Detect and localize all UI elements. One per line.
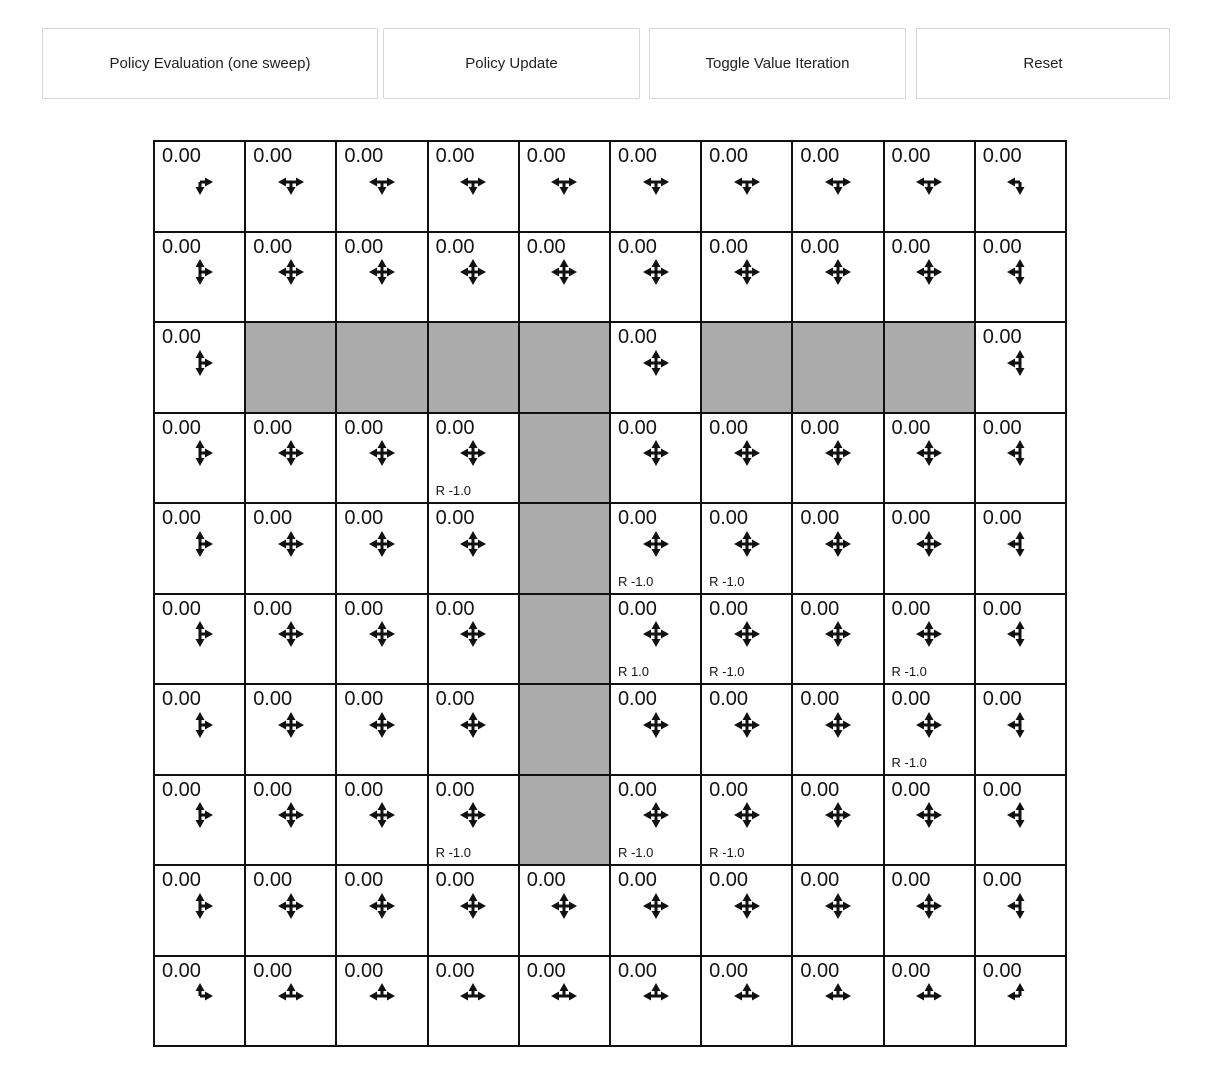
cell-reward: R -1.0 (709, 845, 745, 860)
grid-cell[interactable] (793, 414, 884, 505)
cell-value: 0.00 (617, 959, 657, 982)
policy-arrows-icon (273, 166, 309, 198)
policy-arrows-icon (729, 166, 765, 198)
grid-cell[interactable] (885, 776, 976, 867)
grid-cell[interactable] (976, 233, 1067, 324)
cell-reward: R -1.0 (709, 664, 745, 679)
grid-cell[interactable] (976, 866, 1067, 957)
grid-cell[interactable] (337, 776, 428, 867)
cell-value: 0.00 (344, 145, 384, 167)
cell-value: 0.00 (162, 145, 201, 167)
cell-value: 0.00 (617, 416, 657, 439)
policy-arrows-icon (729, 618, 765, 650)
policy-arrows-icon (182, 799, 218, 831)
cell-value: 0.00 (253, 145, 293, 167)
policy-arrows-icon (273, 890, 309, 922)
grid-cell[interactable] (885, 504, 976, 595)
policy-arrows-icon (273, 709, 309, 741)
grid-cell[interactable] (155, 776, 246, 867)
grid-cell[interactable] (611, 504, 702, 595)
policy-arrows-icon (911, 166, 947, 198)
policy-arrows-icon (729, 709, 765, 741)
cell-value: 0.00 (435, 416, 475, 439)
grid-cell[interactable] (155, 685, 246, 776)
policy-arrows-icon (273, 799, 309, 831)
grid-cell[interactable] (611, 233, 702, 324)
wall-cell (702, 323, 793, 414)
policy-arrows-icon (455, 799, 491, 831)
grid-cell[interactable] (702, 776, 793, 867)
policy-arrows-icon (820, 166, 856, 198)
grid-cell[interactable] (246, 957, 337, 1048)
wall-cell (429, 323, 520, 414)
grid-cell[interactable] (611, 414, 702, 505)
policy-arrows-icon (820, 890, 856, 922)
grid-cell[interactable] (885, 595, 976, 686)
cell-value: 0.00 (617, 597, 657, 620)
cell-value: 0.00 (435, 959, 475, 982)
grid-cell[interactable] (702, 233, 793, 324)
cell-value: 0.00 (617, 145, 657, 167)
grid-cell[interactable] (976, 685, 1067, 776)
policy-arrows-icon (364, 437, 400, 469)
policy-arrows-icon (1002, 528, 1038, 560)
cell-value: 0.00 (617, 235, 657, 258)
grid-cell[interactable] (429, 776, 520, 867)
cell-value: 0.00 (891, 416, 931, 439)
grid-cell[interactable] (793, 233, 884, 324)
policy-arrows-icon (182, 980, 218, 1012)
policy-arrows-icon (1002, 709, 1038, 741)
policy-arrows-icon (729, 528, 765, 560)
grid-cell[interactable] (246, 866, 337, 957)
policy-arrows-icon (911, 980, 947, 1012)
cell-value: 0.00 (617, 326, 657, 348)
cell-value: 0.00 (709, 507, 749, 529)
cell-value: 0.00 (526, 959, 566, 982)
cell-value: 0.00 (982, 235, 1022, 258)
grid-cell[interactable] (337, 504, 428, 595)
cell-value: 0.00 (617, 869, 657, 891)
grid-cell[interactable] (611, 957, 702, 1048)
policy-arrows-icon (911, 618, 947, 650)
cell-value: 0.00 (709, 778, 749, 801)
cell-value: 0.00 (800, 869, 840, 891)
grid-cell[interactable] (702, 866, 793, 957)
cell-value: 0.00 (617, 688, 657, 710)
policy-arrows-icon (455, 528, 491, 560)
cell-reward: R -1.0 (891, 754, 927, 770)
grid-cell[interactable] (976, 504, 1067, 595)
policy-arrows-icon (638, 709, 674, 741)
grid-cell[interactable] (155, 595, 246, 686)
policy-arrows-icon (455, 709, 491, 741)
reset-button[interactable]: Reset (916, 28, 1170, 99)
grid-cell[interactable] (429, 504, 520, 595)
policy-arrows-icon (1002, 256, 1038, 288)
grid-cell[interactable] (976, 776, 1067, 867)
grid-cell[interactable] (885, 866, 976, 957)
cell-value: 0.00 (162, 597, 201, 620)
grid-cell[interactable] (976, 323, 1067, 414)
cell-value: 0.00 (162, 235, 201, 258)
grid-cell[interactable] (520, 233, 611, 324)
policy-arrows-icon (1002, 166, 1038, 198)
policy-arrows-icon (182, 347, 218, 379)
grid-cell[interactable] (793, 595, 884, 686)
grid-cell[interactable] (246, 504, 337, 595)
policy-arrows-icon (911, 799, 947, 831)
grid-cell[interactable] (246, 685, 337, 776)
cell-value: 0.00 (526, 235, 566, 258)
cell-value: 0.00 (800, 416, 840, 439)
grid-cell[interactable] (702, 957, 793, 1048)
cell-value: 0.00 (709, 597, 749, 620)
grid-cell[interactable] (611, 685, 702, 776)
cell-value: 0.00 (162, 507, 201, 529)
grid-cell[interactable] (337, 957, 428, 1048)
grid-cell[interactable] (429, 685, 520, 776)
toggle-value-iteration-button[interactable]: Toggle Value Iteration (649, 28, 906, 99)
cell-value: 0.00 (709, 235, 749, 258)
policy-arrows-icon (638, 166, 674, 198)
cell-value: 0.00 (982, 688, 1022, 710)
policy-arrows-icon (182, 437, 218, 469)
cell-value: 0.00 (800, 688, 840, 710)
cell-value: 0.00 (344, 507, 384, 529)
policy-arrows-icon (546, 256, 582, 288)
grid-cell[interactable] (155, 414, 246, 505)
cell-value: 0.00 (982, 778, 1022, 801)
wall-cell (520, 414, 611, 505)
wall-cell (885, 323, 976, 414)
cell-value: 0.00 (982, 959, 1022, 982)
cell-value: 0.00 (800, 235, 840, 258)
wall-cell (520, 323, 611, 414)
cell-reward: R -1.0 (891, 664, 927, 679)
policy-arrows-icon (273, 618, 309, 650)
policy-arrows-icon (546, 890, 582, 922)
policy-arrows-icon (638, 799, 674, 831)
cell-value: 0.00 (891, 778, 931, 801)
cell-value: 0.00 (891, 235, 931, 258)
cell-value: 0.00 (435, 145, 475, 167)
policy-arrows-icon (638, 890, 674, 922)
policy-arrows-icon (182, 709, 218, 741)
cell-value: 0.00 (982, 869, 1022, 891)
grid-cell[interactable] (702, 685, 793, 776)
grid-cell[interactable] (793, 776, 884, 867)
policy-arrows-icon (729, 256, 765, 288)
grid-cell[interactable] (429, 142, 520, 233)
grid-cell[interactable] (429, 414, 520, 505)
cell-value: 0.00 (982, 416, 1022, 439)
grid-cell[interactable] (885, 233, 976, 324)
cell-value: 0.00 (891, 597, 931, 620)
cell-value: 0.00 (344, 688, 384, 710)
cell-value: 0.00 (800, 507, 840, 529)
cell-value: 0.00 (435, 778, 475, 801)
cell-value: 0.00 (800, 778, 840, 801)
cell-value: 0.00 (253, 235, 293, 258)
grid-cell[interactable] (520, 142, 611, 233)
cell-value: 0.00 (709, 869, 749, 891)
cell-value: 0.00 (891, 869, 931, 891)
policy-arrows-icon (638, 980, 674, 1012)
policy-arrows-icon (455, 166, 491, 198)
policy-arrows-icon (364, 618, 400, 650)
grid-cell[interactable] (976, 414, 1067, 505)
cell-value: 0.00 (709, 688, 749, 710)
gridworld (153, 140, 1067, 1047)
cell-value: 0.00 (344, 235, 384, 258)
policy-arrows-icon (546, 980, 582, 1012)
policy-arrows-icon (911, 709, 947, 741)
cell-value: 0.00 (344, 778, 384, 801)
cell-value: 0.00 (982, 597, 1022, 620)
policy-arrows-icon (820, 256, 856, 288)
cell-value: 0.00 (617, 778, 657, 801)
policy-arrows-icon (273, 980, 309, 1012)
cell-value: 0.00 (526, 869, 566, 891)
policy-update-button[interactable]: Policy Update (383, 28, 640, 99)
policy-arrows-icon (820, 799, 856, 831)
policy-arrows-icon (911, 256, 947, 288)
policy-arrows-icon (455, 618, 491, 650)
policy-arrows-icon (820, 980, 856, 1012)
cell-value: 0.00 (709, 959, 749, 982)
cell-reward: R -1.0 (709, 573, 745, 589)
grid-cell[interactable] (155, 957, 246, 1048)
policy-arrows-icon (1002, 799, 1038, 831)
policy-arrows-icon (1002, 437, 1038, 469)
cell-value: 0.00 (435, 597, 475, 620)
cell-value: 0.00 (253, 869, 293, 891)
cell-value: 0.00 (526, 145, 566, 167)
policy-arrows-icon (729, 980, 765, 1012)
policy-arrows-icon (729, 437, 765, 469)
grid-cell[interactable] (885, 685, 976, 776)
policy-arrows-icon (638, 347, 674, 379)
policy-arrows-icon (182, 528, 218, 560)
grid-cell[interactable] (976, 957, 1067, 1048)
cell-value: 0.00 (253, 959, 293, 982)
policy-arrows-icon (182, 618, 218, 650)
grid-cell[interactable] (246, 142, 337, 233)
grid-cell[interactable] (885, 142, 976, 233)
grid-cell[interactable] (246, 595, 337, 686)
grid-cell[interactable] (885, 957, 976, 1048)
cell-value: 0.00 (162, 688, 201, 710)
wall-cell (520, 595, 611, 686)
grid-cell[interactable] (429, 866, 520, 957)
cell-reward: R -1.0 (617, 573, 654, 589)
cell-value: 0.00 (800, 597, 840, 620)
grid-cell[interactable] (337, 142, 428, 233)
policy-arrows-icon (638, 437, 674, 469)
policy-arrows-icon (729, 890, 765, 922)
policy-arrows-icon (1002, 980, 1038, 1012)
cell-value: 0.00 (344, 959, 384, 982)
cell-value: 0.00 (891, 145, 931, 167)
policy-arrows-icon (182, 256, 218, 288)
policy-arrows-icon (455, 980, 491, 1012)
grid-cell[interactable] (793, 866, 884, 957)
grid-cell[interactable] (611, 776, 702, 867)
policy-arrows-icon (273, 256, 309, 288)
policy-arrows-icon (364, 980, 400, 1012)
policy-arrows-icon (729, 799, 765, 831)
grid-cell[interactable] (702, 595, 793, 686)
grid-cell[interactable] (976, 142, 1067, 233)
policy-arrows-icon (820, 528, 856, 560)
wall-cell (337, 323, 428, 414)
wall-cell (793, 323, 884, 414)
policy-arrows-icon (820, 437, 856, 469)
cell-value: 0.00 (709, 416, 749, 439)
grid-cell[interactable] (702, 142, 793, 233)
cell-value: 0.00 (891, 959, 931, 982)
cell-value: 0.00 (253, 507, 293, 529)
wall-cell (246, 323, 337, 414)
cell-value: 0.00 (982, 507, 1022, 529)
cell-value: 0.00 (253, 416, 293, 439)
grid-cell[interactable] (702, 414, 793, 505)
policy-arrows-icon (1002, 347, 1038, 379)
grid-cell[interactable] (429, 595, 520, 686)
policy-arrows-icon (638, 618, 674, 650)
cell-value: 0.00 (982, 145, 1022, 167)
cell-value: 0.00 (800, 145, 840, 167)
cell-value: 0.00 (344, 597, 384, 620)
grid-cell[interactable] (155, 504, 246, 595)
wall-cell (520, 685, 611, 776)
grid-cell[interactable] (337, 233, 428, 324)
policy-arrows-icon (1002, 618, 1038, 650)
cell-value: 0.00 (344, 416, 384, 439)
wall-cell (520, 776, 611, 867)
cell-value: 0.00 (435, 688, 475, 710)
grid-cell[interactable] (611, 142, 702, 233)
grid-cell[interactable] (885, 414, 976, 505)
cell-value: 0.00 (891, 507, 931, 529)
grid-cell[interactable] (337, 866, 428, 957)
grid-cell[interactable] (246, 776, 337, 867)
policy-arrows-icon (364, 890, 400, 922)
cell-value: 0.00 (709, 145, 749, 167)
cell-value: 0.00 (162, 326, 201, 348)
grid-cell[interactable] (793, 504, 884, 595)
cell-reward: R -1.0 (617, 845, 654, 860)
cell-value: 0.00 (982, 326, 1022, 348)
cell-value: 0.00 (162, 959, 201, 982)
cell-value: 0.00 (253, 688, 293, 710)
policy-arrows-icon (546, 166, 582, 198)
grid-cell[interactable] (337, 685, 428, 776)
cell-value: 0.00 (891, 688, 931, 710)
policy-arrows-icon (638, 256, 674, 288)
policy-arrows-icon (273, 528, 309, 560)
policy-arrows-icon (638, 528, 674, 560)
grid-cell[interactable] (520, 866, 611, 957)
policy-arrows-icon (273, 437, 309, 469)
grid-cell[interactable] (155, 142, 246, 233)
cell-value: 0.00 (253, 597, 293, 620)
grid-cell[interactable] (520, 957, 611, 1048)
policy-arrows-icon (911, 437, 947, 469)
grid-cell[interactable] (429, 233, 520, 324)
cell-value: 0.00 (617, 507, 657, 529)
grid-cell[interactable] (793, 142, 884, 233)
grid-cell[interactable] (793, 685, 884, 776)
grid-cell[interactable] (702, 504, 793, 595)
grid-cell[interactable] (337, 595, 428, 686)
policy-arrows-icon (455, 256, 491, 288)
grid-cell[interactable] (611, 323, 702, 414)
cell-value: 0.00 (253, 778, 293, 801)
cell-value: 0.00 (435, 869, 475, 891)
cell-reward: R -1.0 (435, 845, 471, 860)
cell-value: 0.00 (344, 869, 384, 891)
cell-value: 0.00 (162, 416, 201, 439)
grid-cell[interactable] (246, 414, 337, 505)
grid-cell[interactable] (155, 323, 246, 414)
cell-reward: R -1.0 (435, 483, 471, 498)
cell-value: 0.00 (162, 778, 201, 801)
policy-arrows-icon (182, 166, 218, 198)
toolbar (42, 28, 1170, 99)
grid-cell[interactable] (976, 595, 1067, 686)
policy-arrows-icon (364, 256, 400, 288)
grid-cell[interactable] (611, 595, 702, 686)
policy-arrows-icon (364, 799, 400, 831)
policy-arrows-icon (364, 709, 400, 741)
policy-arrows-icon (911, 528, 947, 560)
wall-cell (520, 504, 611, 595)
cell-value: 0.00 (435, 235, 475, 258)
grid-cell[interactable] (155, 233, 246, 324)
policy-arrows-icon (182, 890, 218, 922)
policy-arrows-icon (364, 528, 400, 560)
grid-cell[interactable] (611, 866, 702, 957)
policy-arrows-icon (364, 166, 400, 198)
grid-cell[interactable] (429, 957, 520, 1048)
grid-cell[interactable] (337, 414, 428, 505)
cell-value: 0.00 (435, 507, 475, 529)
cell-reward: R 1.0 (617, 664, 650, 679)
policy-arrows-icon (455, 890, 491, 922)
policy-evaluation-button[interactable]: Policy Evaluation (one sweep) (42, 28, 378, 99)
policy-arrows-icon (1002, 890, 1038, 922)
grid-cell[interactable] (155, 866, 246, 957)
grid-cell[interactable] (246, 233, 337, 324)
policy-arrows-icon (455, 437, 491, 469)
policy-arrows-icon (911, 890, 947, 922)
policy-arrows-icon (820, 618, 856, 650)
grid-cell[interactable] (793, 957, 884, 1048)
policy-arrows-icon (820, 709, 856, 741)
cell-value: 0.00 (800, 959, 840, 982)
cell-value: 0.00 (162, 869, 201, 891)
